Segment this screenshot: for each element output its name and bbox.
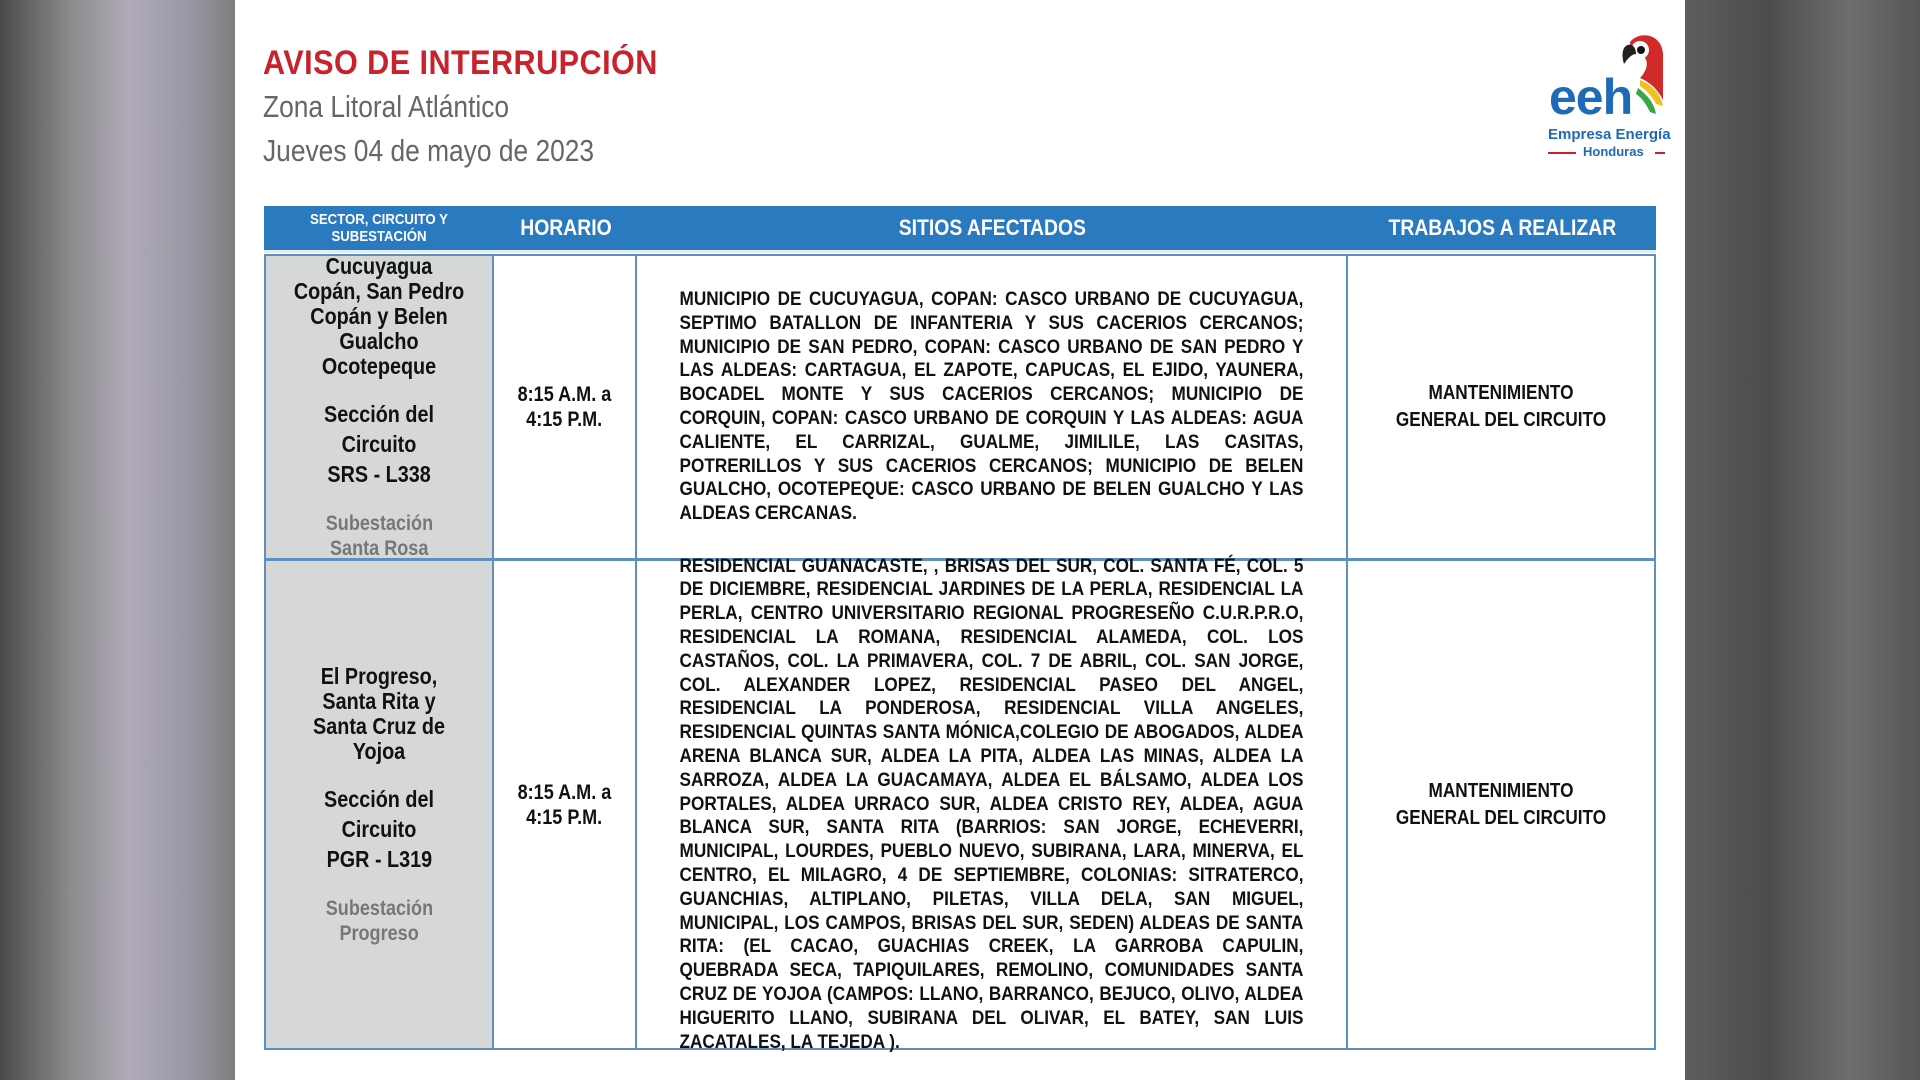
schedule-cell: 8:15 A.M. a 4:15 P.M. xyxy=(494,256,637,558)
eeh-logo xyxy=(1515,28,1671,163)
column-header-trabajos: TRABAJOS A REALIZAR xyxy=(1388,215,1616,240)
sector-cell xyxy=(266,561,494,1048)
work-cell xyxy=(1348,256,1654,558)
notice-document xyxy=(235,0,1685,1080)
sector-cell xyxy=(266,252,494,560)
logo-divider-right xyxy=(1655,152,1665,154)
location-name: El Progreso, Santa Rita y Santa Cruz de Yojoa xyxy=(313,662,445,764)
logo-company-name: Empresa Energía xyxy=(1548,126,1671,143)
notice-title: AVISO DE INTERRUPCIÓN xyxy=(263,44,658,82)
circuit-code: PGR - L319 xyxy=(326,845,432,872)
substation-name: Santa Rosa xyxy=(329,536,429,560)
affected-sites-cell xyxy=(637,554,1348,1053)
table-row xyxy=(264,554,1656,1053)
circuit-section: Sección del Circuito PGR - L319 xyxy=(324,785,434,872)
zone-subtitle: Zona Litoral Atlántico xyxy=(263,89,510,124)
table-row xyxy=(264,254,1656,560)
logo-divider-left xyxy=(1548,152,1576,154)
work-description: MANTENIMIENTO GENERAL DEL CIRCUITO xyxy=(1395,382,1607,431)
column-header-sitios: SITIOS AFECTADOS xyxy=(898,215,1087,240)
location-name: Cucuyagua Copán, San Pedro Copán y Belen Gualcho Ocotepeque xyxy=(293,252,465,379)
substation: Subestación Santa Rosa xyxy=(325,511,433,560)
circuit-section: Sección del Circuito SRS - L338 xyxy=(324,400,434,487)
column-header-horario: HORARIO xyxy=(519,215,612,240)
logo-country: Honduras xyxy=(1583,144,1644,159)
interruption-table xyxy=(264,206,1656,1053)
date-subtitle: Jueves 04 de mayo de 2023 xyxy=(263,133,595,168)
schedule-cell: 8:15 A.M. a 4:15 P.M. xyxy=(494,561,637,1048)
circuit-code: SRS - L338 xyxy=(327,460,431,487)
work-description: MANTENIMIENTO GENERAL DEL CIRCUITO xyxy=(1395,779,1607,829)
column-header-sector: SECTOR, CIRCUITO Y SUBESTACIÓN xyxy=(310,211,448,245)
substation-name: Progreso xyxy=(339,921,419,945)
work-cell xyxy=(1348,561,1654,1048)
affected-sites-cell xyxy=(637,256,1348,558)
substation: Subestación Progreso xyxy=(325,896,433,945)
logo-wordmark: eeh xyxy=(1549,69,1633,125)
background-right xyxy=(1685,0,1920,1080)
background-left xyxy=(0,0,235,1080)
affected-sites-text: MUNICIPIO DE CUCUYAGUA, COPAN: CASCO URBANO DE CUCUYAGUA, SEPTIMO BATALLON DE INFANTERIA Y SUS CACERIOS CERCANOS; MUNICIPIO DE SAN PEDRO, COPAN: CASCO URBANO DE SAN PEDRO Y LAS ALDEAS: CARTAGUA, EL ZAPOTE, CAPUCAS, EL EJIDO, YAUNERA, BOCADEL MONTE Y SUS CACERIOS CERCANOS; MUNICIPIO DE CORQUIN, COPAN: CASCO URBANO DE CORQUIN Y LAS ALDEAS: AGUA CALIENTE, EL CARRIZAL, GUALME, JIMILILE, LAS CASITAS, POTRERILLOS Y SUS CACERIOS CERCANOS; MUNICIPIO DE BELEN GUALCHO, OCOTEPEQUE: CASCO URBANO DE BELEN GUALCHO Y LAS ALDEAS CERCANAS. xyxy=(679,288,1304,525)
table-header xyxy=(264,206,1656,253)
affected-sites-text: RESIDENCIAL GUANACASTE, , BRISAS DEL SUR, COL. SANTA FÉ, COL. 5 DE DICIEMBRE, RESIDENCIAL JARDINES DE LA PERLA, RESIDENCIAL LA PERLA, CENTRO UNIVERSITARIO REGIONAL PROGRESEÑO C.U.R.P.R.O, RESIDENCIAL LA ROMANA, RESIDENCIAL ALAMEDA, COL. LOS CASTAÑOS, COL. LA PRIMAVERA, COL. 7 DE ABRIL, COL. SAN JORGE, COL. ALEXANDER LOPEZ, RESIDENCIAL PASEO DEL ANGEL, RESIDENCIAL LA PONDEROSA, RESIDENCIAL VILLA ANGELES, RESIDENCIAL QUINTAS SANTA MÓNICA,COLEGIO DE ABOGADOS, ALDEA ARENA BLANCA SUR, ALDEA LA PITA, ALDEA LAS MINAS, ALDEA LA SARROZA, ALDEA LA GUACAMAYA, ALDEA EL BÁLSAMO, ALDEA LOS PORTALES, ALDEA URRACO SUR, ALDEA CRISTO REY, ALDEA, AGUA BLANCA SUR, SANTA RITA (BARRIOS: SAN JORGE, ECHEVERRI, MUNICIPAL, LOURDES, PUEBLO NUEVO, SUBIRANA, LARA, MINERVA, EL CENTRO, EL MILAGRO, 4 DE SEPTIEMBRE, COLONIAS: SITRATERCO, GUANCHIAS, ALTIPLANO, PILETAS, VILLA DELA, SAN MIGUEL, MUNICIPAL, LOS CAMPOS, BRISAS DEL SUR, SEDEN) ALDEAS DE SANTA RITA: (EL CACAO, GUACHIAS CREEK, LA GARROBA CAPULIN, QUEBRADA SECA, TAPIQUILARES, REMOLINO, COMUNIDADES SANTA CRUZ DE YOJOA (CAMPOS: LLANO, BARRANCO, BEJUCO, OLIVO, ALDEA HIGUERITO LLANO, SUBIRANA DEL OLIVAR, EL BATEY, SAN LUIS ZACATALES, LA TEJEDA ). xyxy=(679,554,1304,1053)
